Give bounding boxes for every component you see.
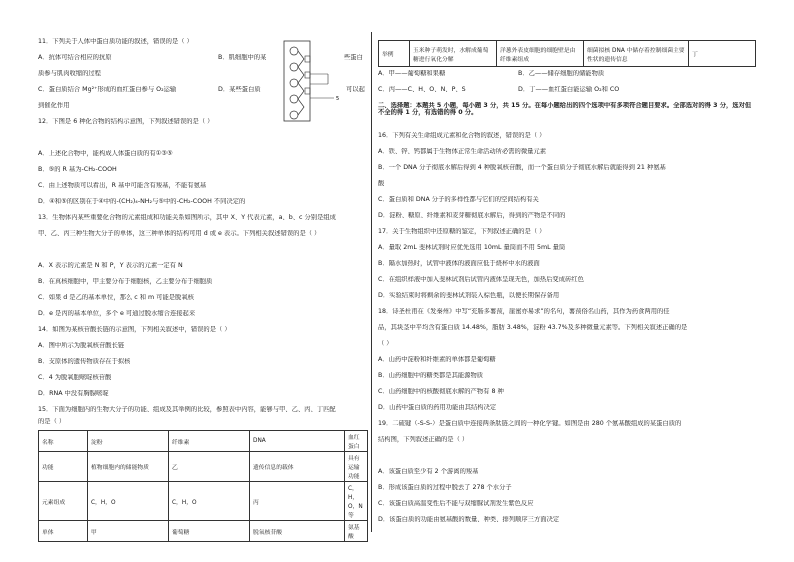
q17-option-a: A．量取 2mL 斐林试剂时应优先选用 10mL 量筒而不用 5mL 量筒 (378, 244, 566, 251)
table-row (39, 431, 368, 452)
q16-option-b-cont: 酸 (378, 180, 385, 187)
q16-option-b: B．一个 DNA 分子彻底水解后得到 4 种脱氧核苷酸，而一个蛋白质分子彻底水解后就能得到 21 种氨基 (378, 164, 666, 171)
q19-option-b: B．形成该蛋白质的过程中脱去了 278 个水分子 (378, 484, 512, 491)
q15-option-b: B．乙——储存细胞的储能物质 (518, 70, 605, 77)
table-cell: 名称 (39, 431, 88, 452)
q11-option-c: C．蛋白质结合 Mg²⁺形成的血红蛋白参与 O₂运输 (38, 86, 177, 93)
table-row (39, 482, 368, 521)
q17-stem: 17．关于生物组织中还原糖的鉴定，下列叙述正确的是（ ） (378, 228, 546, 235)
q17-option-c: C．在组织样液中加入斐林试剂后试管内液体呈现无色，加热后变成砖红色 (378, 276, 584, 283)
q14-option-c: C．4 为脱氧胞嘧啶核苷酸 (38, 374, 112, 381)
q13-option-c: C．如果 d 是乙的基本单位，那么 c 和 m 可能是脱氧核 (38, 294, 194, 301)
q11-option-d-cont: 到催化作用 (38, 102, 70, 109)
q19-option-d: D．该蛋白质的功能由氨基酸的数量、种类、排列顺序三方面决定 (378, 516, 560, 523)
table-cell: 乙 (169, 452, 250, 482)
q15-option-a: A．甲——葡萄糖和果糖 (378, 70, 446, 77)
table-cell: 洋葱外表皮细胞的细胞壁是由纤维素组成 (497, 41, 584, 67)
table-cell: 元素组成 (39, 482, 88, 521)
q11-option-d: D．某些蛋白质 (218, 86, 261, 93)
table-cell: 举例 (379, 41, 410, 67)
table-cell: 功能 (39, 452, 88, 482)
q16-stem: 16．下列有关生命组成元素和化合物的叙述，错误的是（ ） (378, 132, 546, 139)
nucleotide-chain (290, 47, 310, 119)
table-cell: DNA (250, 431, 345, 452)
table-cell: 葡萄糖 (169, 521, 250, 542)
q13-stem: 13．生物体内某些重要化合物的元素组成和功能关系如图所示，其中 X、Y 代表元素，a、b、c 分别是组成 (38, 214, 336, 221)
q15-option-c: C．丙——C、H、O、N、P、S (378, 86, 466, 93)
table-cell: 遗传信息的载体 (250, 452, 345, 482)
table-cell: 淀粉 (88, 431, 169, 452)
q18-stem-cont: 品，其块茎中平均含有蛋白质 14.48%，脂肪 3.48%，淀粉 43.7%及多种微量元素等。下列相关叙述正确的是 (378, 324, 688, 331)
q14-option-a: A．图中所示为脱氧核苷酸长链 (38, 342, 125, 349)
q17-option-b: B．隔水加热时，试管中液体的液面应低于烧杯中水的液面 (378, 260, 540, 267)
table-cell: 单体 (39, 521, 88, 542)
q16-option-d: D．淀粉、糖原、纤维素和麦芽糖彻底水解后，得到的产物是不同的 (378, 212, 566, 219)
q16-option-a: A．铁、锌、钙都属于生物体正常生命活动所必需的微量元素 (378, 148, 547, 155)
q13-option-d: D．e 是丙的基本单位，多个 e 可通过脱水缩合连接起来 (38, 310, 196, 317)
q11-option-b-cont: 质参与肌肉收缩的过程 (38, 70, 101, 77)
column-divider (371, 32, 372, 532)
table-cell: 纤维素 (169, 431, 250, 452)
q15-table (38, 430, 368, 542)
q14-option-d: D．RNA 中没有胸腺嘧啶 (38, 390, 109, 397)
q12-option-d: D．④和⑤的区别在于④中的-(CH₂)₄-NH₂与⑤中的-CH₂-COOH 不同决定的 (38, 198, 246, 205)
q11-option-a: A．抗体可结合相应的抗原 (38, 54, 112, 61)
q15-table-cont (378, 40, 756, 67)
table-cell: 丙 (250, 482, 345, 521)
section-2-heading: 二、选择题：本题共 5 小题，每小题 3 分，共 15 分。在每小题给出的四个选项中有多项符合题目要求。全部选对的得 3 分，选对但不全的得 1 分，有选错的得 0 分。 (378, 102, 752, 117)
q11-option-d-tail: 可以起 (346, 86, 365, 93)
q19-option-a: A．该蛋白质至少有 2 个游离的羧基 (378, 468, 479, 475)
q18-option-b: B．山药细胞中的糖类都是其能源物质 (378, 372, 484, 379)
table-cell: 细菌拟核 DNA 中储存着控制细菌主要性状的遗传信息 (584, 41, 689, 67)
q14-option-b: B．支原体的遗传物质存在于拟核 (38, 358, 131, 365)
q12-option-c: C．由上述物质可以看出，R 基中可能含有羧基，不能有氨基 (38, 182, 207, 189)
table-row (379, 41, 756, 67)
table-row (39, 452, 368, 482)
q18-option-c: C．山药细胞中的核酸彻底水解的产物有 8 种 (378, 388, 504, 395)
table-cell: 植物细胞内的储能物质 (88, 452, 169, 482)
q11-stem: 11．下列关于人体中蛋白质功能的叙述，错误的是（ ） (38, 38, 193, 45)
q11-option-b-tail: 些蛋白 (344, 54, 363, 61)
table-cell: 脱氧核苷酸 (250, 521, 345, 542)
q13-option-a: A．X 表示的元素是 N 和 P，Y 表示的元素一定有 N (38, 262, 183, 269)
q15-stem: 15．下面为细胞内的生物大分子的功能、组成及其举例的比较，参照表中内容，能够与甲、乙、丙、丁匹配 (38, 406, 336, 413)
q16-option-c: C．蛋白质和 DNA 分子的多样性都与它们的空间结构有关 (378, 196, 539, 203)
table-cell: C，H，O，N等 (345, 482, 368, 521)
table-cell: C，H，O (169, 482, 250, 521)
q13-option-b: B．在真核细胞中，甲主要分布于细胞核，乙主要分布于细胞质 (38, 278, 213, 285)
q19-stem: 19．二硫键（-S-S-）是蛋白质中连接两条肽链之间的一种化学键。如图是由 280 个氨基酸组成的某蛋白质的 (378, 420, 682, 427)
table-cell: C，H，O (88, 482, 169, 521)
q17-option-d: D．实验结束时将剩余的斐林试剂装入棕色瓶，以便长期保存备用 (378, 292, 560, 299)
q12-structure-diagram (242, 40, 350, 126)
q15-stem-cont: 的是（ ） (38, 418, 66, 425)
table-row (39, 521, 368, 542)
q18-option-d: D．山药中蛋白质的药用功能由其结构决定 (378, 404, 497, 411)
q15-option-d: D．丁——血红蛋白能运输 O₂和 CO (518, 86, 620, 93)
q12-option-b: B．⑤的 R 基为-CH₂-COOH (38, 166, 117, 173)
diagram-label-5: 5 (336, 96, 340, 102)
q14-stem: 14．如图为某核苷酸长链的示意图，下列相关叙述中，错误的是（ ） (38, 326, 231, 333)
table-cell: 氨基酸 (345, 521, 368, 542)
q12-stem: 12．下图是 6 种化合物的结构示意图，下列叙述错误的是（ ） (38, 118, 214, 125)
table-cell: 甲 (88, 521, 169, 542)
q18-stem-end: （ ） (378, 340, 393, 347)
q19-stem-cont: 结构图，下列叙述正确的是（ ） (378, 436, 469, 443)
table-cell: 丁 (689, 41, 756, 67)
q18-option-a: A．山药中淀粉和纤维素的单体都是葡萄糖 (378, 356, 496, 363)
table-cell: 玉米种子萌发时，水解成葡萄糖进行氧化分解 (410, 41, 497, 67)
q12-option-a: A．上述化合物中，能构成人体蛋白质的有①③⑤ (38, 150, 173, 157)
q11-option-b: B．肌细胞中的某 (218, 54, 267, 61)
table-cell: 具有运输功能 (345, 452, 368, 482)
table-cell: 血红蛋白 (345, 431, 368, 452)
q18-stem: 18．诗圣杜甫在《发秦州》中写“充肠多薯蓣，崖蜜亦易求”的名句，薯蓣俗名山药，其作为药食两用的佳 (378, 308, 670, 315)
q13-stem-cont: 甲、乙、丙三种生物大分子的单体，这三种单体的结构可用 d 或 e 表示。下列相关叙述错误的是（ ） (38, 230, 321, 237)
q19-option-c: C．该蛋白质高温变性后不能与双缩脲试剂发生紫色反应 (378, 500, 534, 507)
